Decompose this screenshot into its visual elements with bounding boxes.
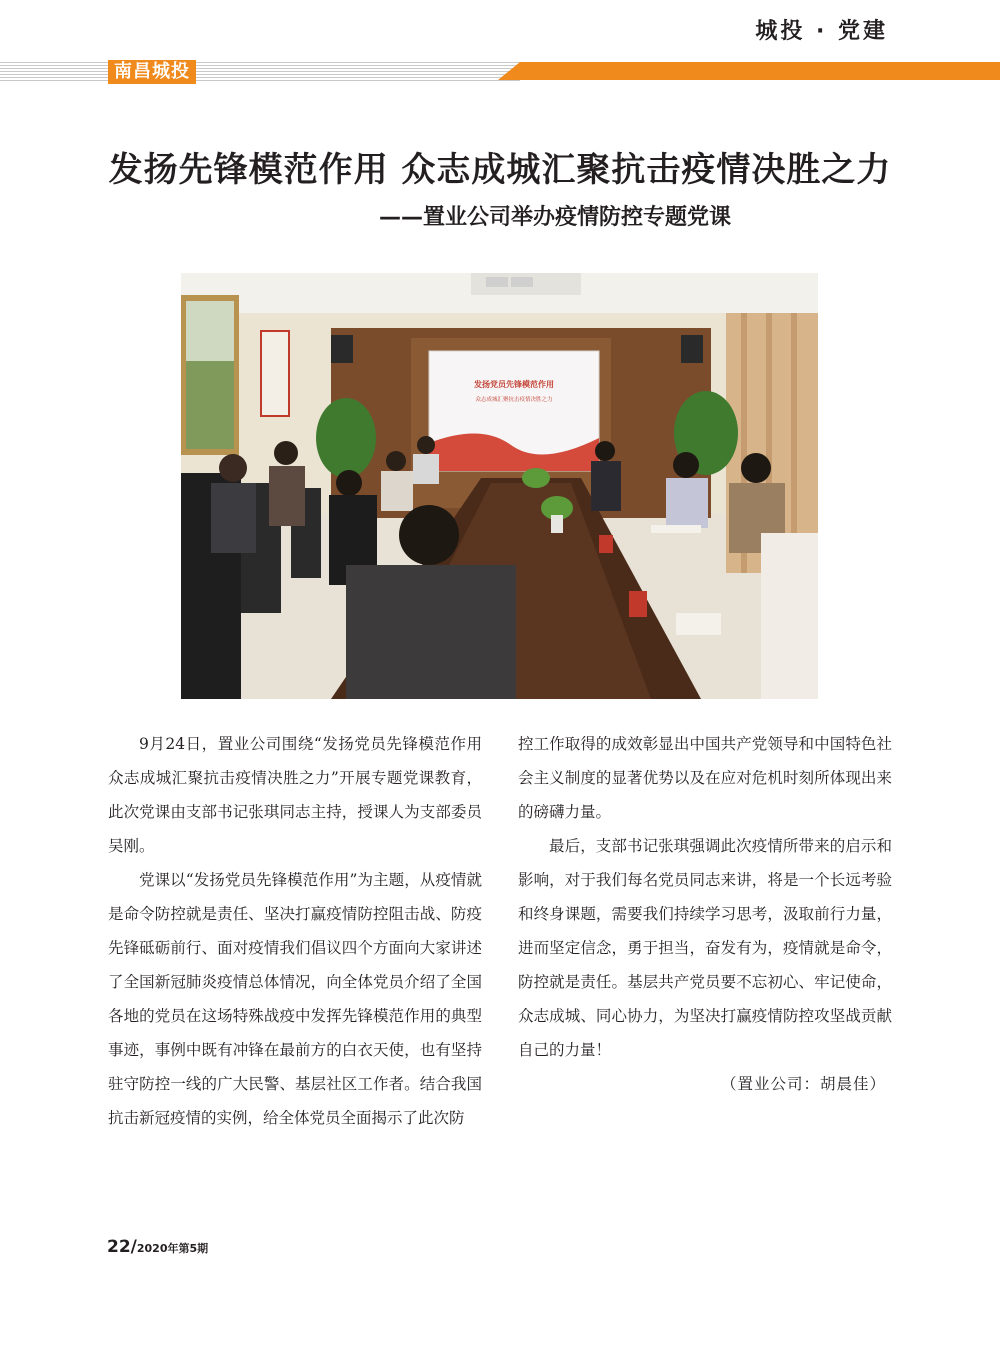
screen-title-line2: 众志成城汇聚抗击疫情决胜之力 [475, 397, 553, 403]
paragraph: 9月24日，置业公司围绕“发扬党员先锋模范作用 众志成城汇聚抗击疫情决胜之力”开展专题党课教育，此次党课由支部书记张琪同志主持，授课人为支部委员吴刚。 [108, 735, 482, 855]
paragraph-continuation: 控工作取得的成效彰显出中国共产党领导和中国特色社会主义制度的显著优势以及在应对危机时刻所体现出来的磅礴力量。 [518, 735, 892, 821]
paragraph: 最后，支部书记张琪强调此次疫情所带来的启示和影响，对于我们每名党员同志来讲，将是一个长远考验和终身课题，需要我们持续学习思考，汲取前行力量，进而坚定信念，勇于担当，奋发有为，疫情就是命令，防控就是责任。基层共产党员要不忘初心、牢记使命，众志成城、同心协力，为坚决打赢疫情防控攻坚战贡献自己的力量！ [518, 837, 892, 1059]
meeting-photo [181, 273, 818, 699]
section-label: 城投 · 党建 [755, 19, 888, 44]
byline: （置业公司：胡晨佳） [720, 1075, 886, 1093]
header-stripes [0, 62, 520, 82]
page-number: 22/ [107, 1237, 137, 1257]
header-band [0, 62, 1000, 82]
article-column-left [108, 727, 482, 1135]
issue-label: 2020年第5期 [136, 1242, 209, 1255]
page-folio [107, 1237, 208, 1257]
screen-title-line1: 发扬党员先锋模范作用 [474, 380, 554, 389]
header-orange-slant [498, 62, 520, 80]
article-column-right [518, 727, 892, 1101]
article-title: 发扬先锋模范作用 众志成城汇聚抗击疫情决胜之力 [108, 150, 892, 190]
brand-tag: 南昌城投 [108, 60, 196, 84]
article-subtitle: ——置业公司举办疫情防控专题党课 [378, 205, 731, 230]
header-orange-bar [520, 62, 1000, 80]
meeting-photo-illustration [181, 273, 818, 699]
paragraph: 党课以“发扬党员先锋模范作用”为主题，从疫情就是命令防控就是责任、坚决打赢疫情防控阻击战、防疫先锋砥砺前行、面对疫情我们倡议四个方面向大家讲述了全国新冠肺炎疫情总体情况，向全体党员介绍了全国各地的党员在这场特殊战疫中发挥先锋模范作用的典型事迹，事例中既有冲锋在最前方的白衣天使，也有坚持驻守防控一线的广大民警、基层社区工作者。结合我国抗击新冠疫情的实例，给全体党员全面揭示了此次防 [108, 871, 482, 1127]
